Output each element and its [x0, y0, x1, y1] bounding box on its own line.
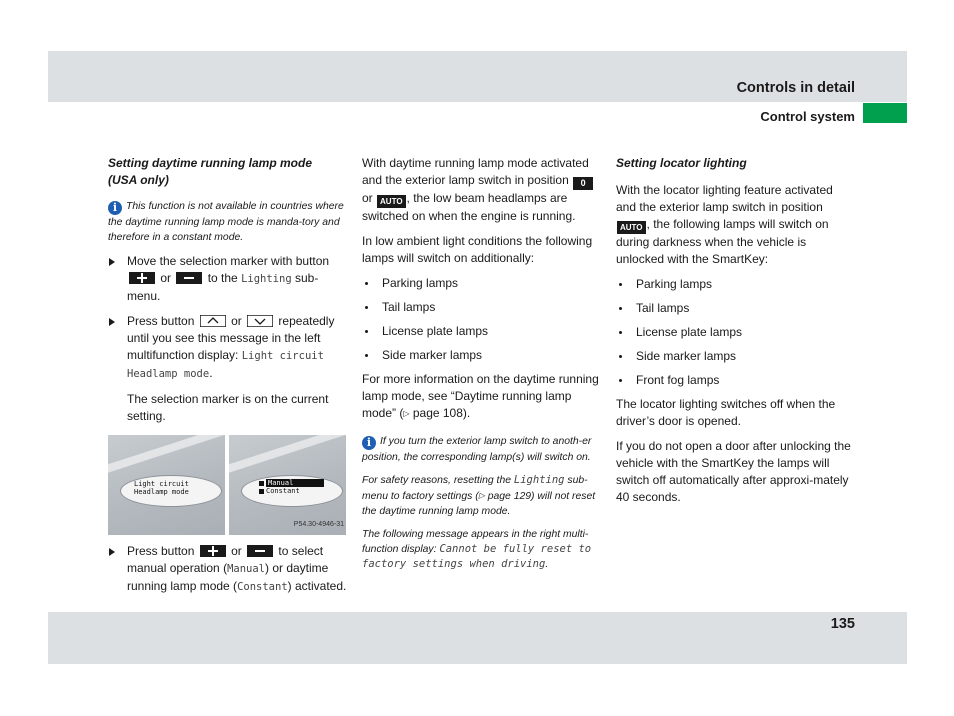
subsection-title: Control system: [760, 109, 855, 124]
note-display-message: The following message appears in the right multi-function display: Cannot be fully reset to factory settings when driving.: [362, 529, 592, 570]
list-item: Side marker lamps: [362, 347, 602, 364]
page-reference[interactable]: page 108: [412, 406, 463, 420]
display-text: Light circuit: [134, 480, 189, 488]
figure-code: P54.30-4946-31: [293, 521, 344, 528]
list-item: Front fog lamps: [616, 372, 856, 389]
list-item: License plate lamps: [362, 323, 602, 340]
minus-button-icon: [247, 545, 273, 557]
info-icon: i: [108, 201, 122, 215]
instruction-step-1: Move the selection marker with button or to the Lighting sub-menu.: [108, 253, 348, 305]
lamp-switch-auto-icon: AUTO: [617, 221, 646, 234]
minus-button-icon: [176, 272, 202, 284]
display-code: Constant: [237, 581, 288, 593]
page-number: 135: [830, 616, 855, 632]
section-title: Controls in detail: [736, 80, 855, 96]
paragraph-more-info: For more information on the daytime running lamp mode, see “Daytime running lamp mode” (▷ page 108).: [362, 372, 599, 420]
display-code: Light circuit Headlamp mode: [127, 350, 324, 380]
lamp-switch-auto-icon: AUTO: [377, 195, 406, 208]
up-button-icon: [200, 315, 226, 327]
page-reference-triangle-icon: ▷: [478, 491, 485, 500]
column-2: [362, 155, 602, 580]
lamp-switch-0-icon: 0: [573, 177, 593, 190]
instruction-step-2: Press button or repeatedly until you see this message in the left multifunction display: Light circuit Headlamp mode.: [108, 313, 348, 383]
page-reference-triangle-icon: ▷: [403, 409, 410, 418]
list-item: Parking lamps: [616, 276, 856, 293]
section-tab-marker: [863, 103, 907, 123]
display-code: Cannot be fully reset to factory settings when driving: [362, 543, 592, 570]
display-text: Constant: [266, 487, 300, 495]
heading-daytime-running-lamp: Setting daytime running lamp mode (USA only): [108, 156, 313, 187]
page-reference[interactable]: page 129: [487, 491, 532, 502]
info-icon: i: [362, 436, 376, 450]
checkbox-icon: [259, 489, 264, 494]
instruction-step-3: Press button or to select manual operation (Manual) or daytime running lamp mode (Constant) activated.: [108, 543, 348, 596]
plus-button-icon: [200, 545, 226, 557]
paragraph-auto-off: If you do not open a door after unlocking the vehicle with the SmartKey the lamps will switch off automatically after approxi-mately 40 seconds.: [616, 439, 851, 504]
display-panel-right: [229, 435, 346, 535]
display-text-selected: Manual: [266, 479, 324, 487]
list-item: Tail lamps: [362, 299, 602, 316]
display-panel-left: [108, 435, 225, 535]
list-item: Side marker lamps: [616, 348, 856, 365]
paragraph-low-beam: With daytime running lamp mode activated and the exterior lamp switch in position 0 or AUTO , the low beam headlamps are switched on when the engine is running.: [362, 155, 602, 225]
display-text: Headlamp mode: [134, 488, 189, 496]
paragraph-ambient-light: In low ambient light conditions the following lamps will switch on additionally:: [362, 234, 593, 265]
column-1: [108, 155, 348, 604]
note-lamp-switch: i If you turn the exterior lamp switch to anoth-er position, the corresponding lamp(s) will switch on.: [362, 436, 592, 463]
display-code: Lighting: [241, 273, 292, 285]
display-code: Lighting: [513, 474, 565, 486]
paragraph-locator-lighting: With the locator lighting feature activated and the exterior lamp switch in position AUTO , the following lamps will switch on during darkness when the vehicle is unlocked with the SmartKey:: [616, 183, 833, 266]
list-item: License plate lamps: [616, 324, 856, 341]
step-arrow-icon: [109, 258, 115, 266]
footer-band: [48, 612, 907, 664]
availability-note: i This function is not available in countries where the daytime running lamp mode is manda-tory and therefore in a constant mode.: [108, 201, 344, 243]
note-factory-reset: For safety reasons, resetting the Lighting sub-menu to factory settings (▷ page 129) will not reset the daytime running lamp mode.: [362, 474, 596, 517]
step-2-continuation: The selection marker is on the current setting.: [127, 392, 329, 423]
display-code: Manual: [227, 563, 265, 575]
plus-button-icon: [129, 272, 155, 284]
down-button-icon: [247, 315, 273, 327]
step-arrow-icon: [109, 548, 115, 556]
step-arrow-icon: [109, 318, 115, 326]
column-3: [616, 155, 856, 514]
list-item: Tail lamps: [616, 300, 856, 317]
heading-locator-lighting: Setting locator lighting: [616, 156, 747, 170]
checkbox-icon: [259, 481, 264, 486]
multifunction-display-figure: [108, 435, 346, 535]
list-item: Parking lamps: [362, 275, 602, 292]
paragraph-switch-off: The locator lighting switches off when the driver’s door is opened.: [616, 397, 836, 428]
